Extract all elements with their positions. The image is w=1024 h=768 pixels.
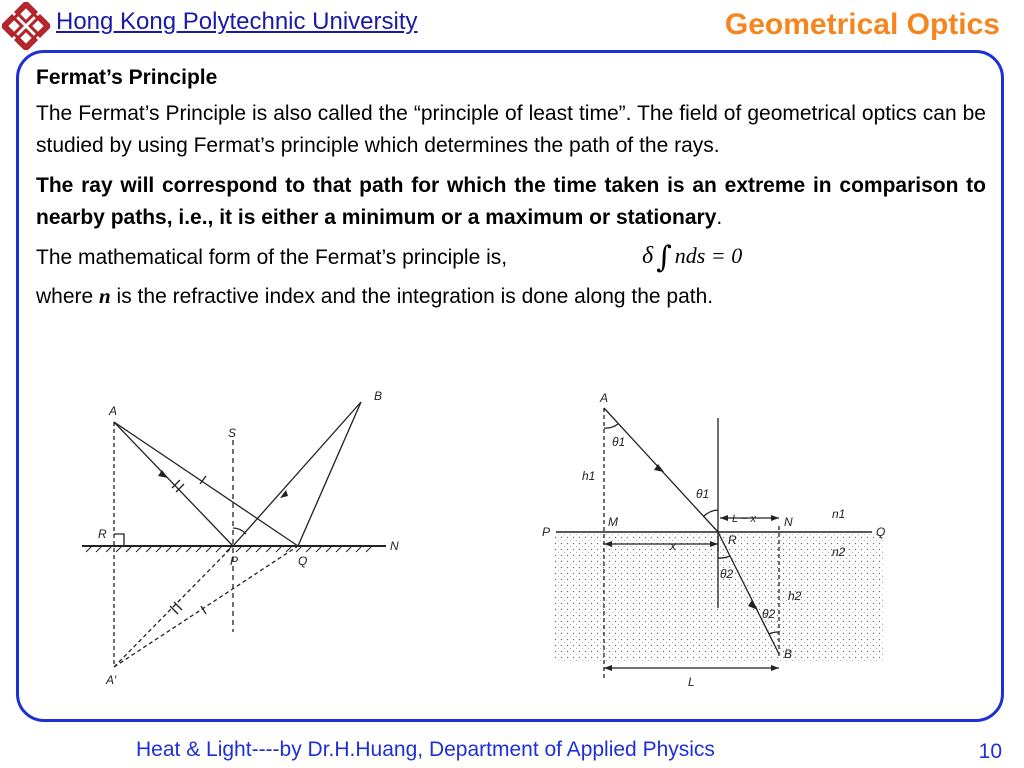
r-label-m: M [608,515,618,529]
r-label-theta2-upper: θ2 [720,567,734,581]
arrowhead-lx-right [771,515,779,521]
footer-credit: Heat & Light----by Dr.H.Huang, Department of Applied Physics [136,738,715,761]
r-label-theta2-lower: θ2 [762,607,776,621]
tick-img-p-2 [174,602,182,610]
label-b: B [374,389,383,403]
r-label-n1: n1 [832,507,846,521]
label-r: R [98,527,107,541]
arrowhead-l-left [604,665,612,671]
arrow-ap [158,470,168,478]
arrowhead-l-right [771,665,779,671]
r-label-l: L [688,675,695,689]
r-label-n: N [784,515,793,529]
reflection-diagram [76,382,406,692]
right-angle-r [114,534,124,546]
page-number: 10 [978,740,1002,763]
r-label-theta1-mid: θ1 [696,487,710,501]
label-n: N [390,539,399,553]
equation-integral: ∫ [656,240,672,275]
polyu-logo-icon [2,2,50,50]
label-q: Q [298,554,308,568]
image-ray-q [114,546,298,667]
r-label-n2: n2 [832,545,846,559]
r-label-b: B [784,647,793,661]
r-label-p: P [542,525,551,539]
r-label-l-minus-x: L − x [732,513,756,525]
where-paragraph [36,280,986,313]
r-label-theta1-top: θ1 [612,435,626,449]
arrowhead-lx-left [720,515,728,521]
math-form-line [36,242,986,274]
intro-paragraph: The Fermat’s Principle is also called the “principle of least time”. The field of geometrical optics can be studied by using Fermat’s principle which determines the path of the rays. [36,102,986,157]
theta1-mid-arc [704,510,718,516]
label-p: P [230,554,239,568]
fermat-equation [642,238,742,273]
r-label-q: Q [876,525,886,539]
tick-img-q [201,606,206,614]
where-text-post: is the refractive index and the integration is done along the path. [110,285,714,308]
r-label-r: R [728,533,737,547]
r-label-x: x [670,539,676,553]
label-a-prime: A′ [106,673,117,687]
slide-content [36,64,986,321]
university-link[interactable]: Hong Kong Polytechnic University [56,8,418,35]
refraction-diagram [536,386,906,696]
r-label-a: A [600,391,609,405]
where-text-pre: where [36,285,100,308]
r-label-h2: h2 [788,589,802,603]
math-form-text: The mathematical form of the Fermat’s principle is, [36,246,508,269]
equation-body: nds = 0 [674,243,743,268]
tick-img-p-1 [170,606,178,614]
ray-a-q [114,422,298,546]
principle-statement-bold: The ray will correspond to that path for which the time taken is an extreme in comparison to nearby paths, i.e., it is either a minimum or a maximum or stationary [36,174,986,229]
course-title: Geometrical Optics [724,8,1000,41]
arrow-incident [654,464,664,472]
ray-a-p [114,422,233,546]
theta1-top-arc [604,424,618,428]
image-ray-p [114,546,233,667]
ray-p-b [233,402,361,546]
ray-q-b [298,402,361,546]
slide-heading: Fermat’s Principle [36,66,218,89]
label-s: S [228,426,237,440]
where-var-n: n [99,284,111,308]
equation-delta: δ [642,243,654,269]
principle-statement [36,170,986,234]
principle-statement-end: . [716,206,723,229]
label-a: A [109,404,118,418]
r-label-h1: h1 [582,469,596,483]
